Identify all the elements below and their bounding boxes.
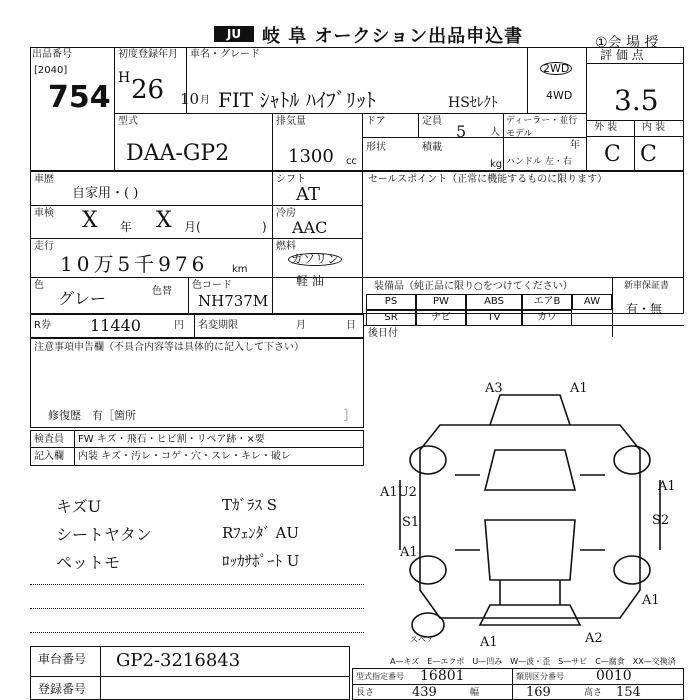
equip-ps: PS [366, 294, 416, 310]
lot-number-label: 出品番号 [32, 49, 72, 60]
length-value: 439 [412, 685, 437, 700]
capacity-value: 5 [456, 122, 467, 141]
equip-navi: ナビ [416, 310, 466, 326]
shift-value: AT [296, 184, 321, 205]
model-value: DAA-GP2 [126, 141, 230, 166]
history-value: 自家用・( ) [72, 186, 139, 201]
type-spec-label: 型式指定番号 [356, 672, 404, 681]
class-spec-value: 0010 [596, 668, 632, 684]
mileage-value: 10万5千976 [60, 252, 209, 276]
chassis-number: GP2-3216843 [116, 650, 241, 671]
fuel-value: ガソリン [288, 253, 342, 266]
mark-left-mid: S1 [402, 515, 420, 530]
car-damage-diagram [380, 380, 690, 650]
remark-left-2: シートヤタン [56, 525, 152, 544]
remark-left-1: キズU [56, 497, 102, 516]
capacity-label: 定員 [422, 116, 442, 127]
lot-number: 754 [48, 80, 111, 115]
fuel-label: 燃料 [276, 241, 296, 252]
capacity-unit: 人 [490, 127, 500, 138]
drive-4wd: 4WD [546, 89, 573, 102]
inspection-close: ) [262, 220, 267, 234]
color-value: グレー [58, 289, 107, 308]
inspection-month: X [156, 208, 172, 233]
inspection-month-unit: 月( [184, 220, 201, 234]
aircon-value: AAC [292, 218, 328, 237]
car-name: FIT ｼｬﾄﾙ ﾊｲﾌﾞﾘｯﾄ [218, 88, 376, 112]
door-label: ドア [366, 116, 386, 127]
inspection-label: 車検 [34, 208, 54, 219]
width-value: 169 [526, 685, 551, 700]
damage-legend: A—キズ E—エクボ U—凹み W—波・歪 S—サビ C—腐食 XX—交換済 [390, 657, 676, 666]
sales-point-label: セールスポイント（正常に機能するものに限ります） [368, 174, 608, 185]
remark-right-3: ﾛｯｶｻﾎﾟｰﾄ U [222, 552, 300, 570]
rating-ext: C [604, 142, 621, 167]
color-change-label: 色替 [152, 286, 172, 297]
repair-history-close: ］ [344, 409, 355, 422]
equip-aw: AW [572, 294, 612, 310]
lot-code: [2040] [34, 65, 68, 76]
type-spec-value: 16801 [420, 668, 465, 684]
recycle-unit: 円 [174, 320, 184, 331]
rating-ext-label: 外 装 [594, 122, 618, 133]
rating-label: 評 価 点 [600, 48, 644, 62]
form-title: 岐 阜 オークション出品申込書 [262, 26, 524, 47]
equip-pw: PW [416, 294, 466, 310]
repair-history: 修復歴 有［箇所 [48, 409, 136, 422]
recycle-amount: 11440 [90, 316, 141, 335]
rating-int: C [640, 142, 657, 167]
mark-right-low: A1 [642, 593, 660, 608]
displacement-label: 排気量 [276, 116, 306, 127]
recycle-label: R券 [34, 320, 51, 331]
mark-rear-right: A2 [585, 631, 603, 646]
model-label: 型式 [118, 116, 138, 127]
inspection-year: X [82, 208, 98, 233]
aircon-label: 冷房 [276, 208, 296, 219]
equip-sr: SR [366, 310, 416, 326]
color-code: NH737M [198, 292, 269, 310]
model-year-unit: 年 [570, 140, 580, 151]
post-install-label: 後日付 [368, 328, 398, 339]
registration-label: 初度登録年月 [118, 49, 178, 60]
mileage-unit: km [232, 264, 248, 275]
checker-row2: 内装 キズ・汚レ・コゲ・穴・スレ・キレ・破レ [78, 451, 291, 462]
car-name-label: 車名・グレード [190, 49, 260, 60]
registration-era: H [118, 70, 131, 86]
warranty-label: 新車保証書 [624, 281, 670, 291]
mileage-label: 走行 [34, 241, 54, 252]
name-change-label: 名変期限 [198, 320, 238, 331]
height-value: 154 [616, 685, 641, 700]
shift-label: シフト [276, 174, 306, 185]
load-unit: kg [490, 159, 503, 170]
recycle-row [30, 314, 364, 338]
remark-right-2: Rﾌｪﾝﾀﾞ AU [222, 524, 300, 542]
chassis-label: 車台番号 [38, 652, 87, 666]
venue-label: ①会 場 授 [595, 35, 659, 51]
mark-left-low: A1 [400, 545, 418, 560]
notes-label: 注意事項申告欄（不具合内容等は具体的に記入して下さい） [34, 342, 304, 353]
model-year-label: モデル [506, 129, 533, 139]
name-change-month: 月 [296, 320, 306, 331]
drive-2wd: 2WD [540, 62, 572, 75]
height-label: 高さ [584, 688, 603, 698]
equip-airbag: エアB [522, 294, 572, 310]
registration-month: 10 [180, 90, 200, 108]
registration-year: 26 [131, 75, 165, 105]
displacement-value: 1300 [288, 146, 334, 167]
inspection-year-unit: 年 [120, 220, 133, 234]
equip-abs: ABS [466, 294, 522, 310]
class-spec-label: 類別区分番号 [516, 672, 564, 681]
rating-score: 3.5 [614, 84, 659, 117]
checker-row1: FW キズ・飛石・ヒビ割・リペア跡・×要 [78, 434, 265, 445]
shape-label: 形状 [366, 142, 386, 153]
mark-right-top: A1 [658, 479, 676, 494]
auction-logo: JU [214, 26, 254, 42]
load-label: 積載 [422, 142, 442, 153]
color-label: 色 [34, 280, 44, 291]
remark-right-1: Tｶﾞﾗｽ S [222, 496, 278, 514]
color-code-label: 色コード [192, 280, 232, 291]
width-label: 幅 [470, 688, 480, 698]
spare-label: スペア [410, 635, 434, 644]
length-label: 長さ [356, 688, 375, 698]
registration-number-label: 登録番号 [38, 682, 87, 696]
mark-right-mid: S2 [652, 513, 670, 528]
mark-front-right: A1 [570, 381, 588, 396]
history-label: 車歴 [34, 174, 54, 185]
car-grade: HSｾﾚｸﾄ [448, 95, 498, 111]
equipment-label: 装備品（純正品に限り○をつけてください） [374, 281, 573, 292]
displacement-unit: cc [346, 156, 357, 167]
equip-tv: TV [466, 310, 522, 326]
warranty-value: 有・無 [626, 302, 663, 316]
inspector-label: 検査員 [34, 434, 64, 445]
rating-int-label: 内 装 [642, 122, 666, 133]
mark-rear-left: A1 [480, 635, 498, 650]
name-change-day: 日 [346, 320, 356, 331]
fuel-alt: 軽 油 [296, 274, 324, 288]
handle-label: ハンドル 左・右 [506, 157, 572, 167]
mark-front-left: A3 [485, 381, 503, 396]
mark-left-top: A1U2 [380, 485, 417, 500]
dealer-label: ディーラー・並行 [506, 116, 578, 126]
registration-month-unit: 月 [200, 95, 210, 106]
remark-left-3: ペットモ [56, 553, 121, 572]
entry-label: 記入欄 [34, 451, 64, 462]
equip-leather: カワ [522, 310, 572, 326]
